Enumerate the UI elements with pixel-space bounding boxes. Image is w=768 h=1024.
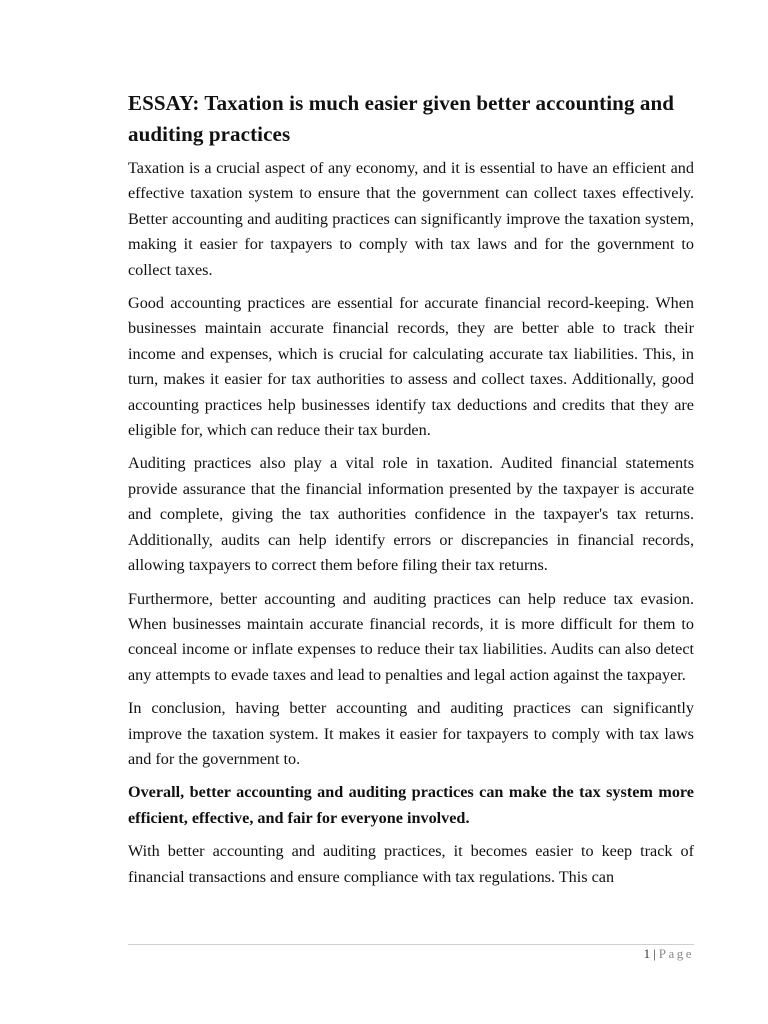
paragraph-tax-evasion: Furthermore, better accounting and auditing practices can help reduce tax evasion. When businesses maintain accurate financial records, it is more difficult for them to conceal income or inflate expenses to reduce their tax liabilities. Audits can also detect any attempts to evade taxes and lead to penalties and legal action against the taxpayer. (128, 589, 694, 684)
page-label: Page (658, 946, 694, 961)
footer-divider (128, 944, 694, 945)
page-number: 1 (643, 946, 651, 961)
paragraph-conclusion: In conclusion, having better accounting and auditing practices can significantly improve the taxation system. It makes it easier for taxpayers to comply with tax laws and for the government to. (128, 699, 694, 768)
essay-title: ESSAY: Taxation is much easier given better accounting and auditing practices (128, 91, 675, 146)
paragraph-intro: Taxation is a crucial aspect of any economy, and it is essential to have an efficient and effective taxation system to ensure that the government can collect taxes effectively. Better accounting and auditing practices can significantly improve the taxation system, making it easier for taxpayers to comply with tax laws and for the government to collect taxes. (128, 159, 694, 279)
footer-separator: | (653, 946, 656, 961)
document-page (128, 88, 694, 898)
paragraph-auditing: Auditing practices also play a vital role in taxation. Audited financial statements provide assurance that the financial information presented by the taxpayer is accurate and complete, giving the tax authorities confidence in the taxpayer's tax returns. Additionally, audits can help identify errors or discrepancies in financial records, allowing taxpayers to correct them before filing their tax returns. (128, 454, 694, 575)
paragraph-continuation: With better accounting and auditing practices, it becomes easier to keep track of financial transactions and ensure compliance with tax regulations. This can (128, 842, 694, 886)
page-footer (644, 945, 694, 963)
paragraph-accounting: Good accounting practices are essential for accurate financial record-keeping. When businesses maintain accurate financial records, they are better able to track their income and expenses, which is crucial for calculating accurate tax liabilities. This, in turn, makes it easier for tax authorities to assess and collect taxes. Additionally, good accounting practices help businesses identify tax deductions and credits that they are eligible for, which can reduce their tax burden. (128, 294, 694, 440)
paragraph-overall-bold: Overall, better accounting and auditing practices can make the tax system more efficient, effective, and fair for everyone involved. (128, 783, 694, 827)
